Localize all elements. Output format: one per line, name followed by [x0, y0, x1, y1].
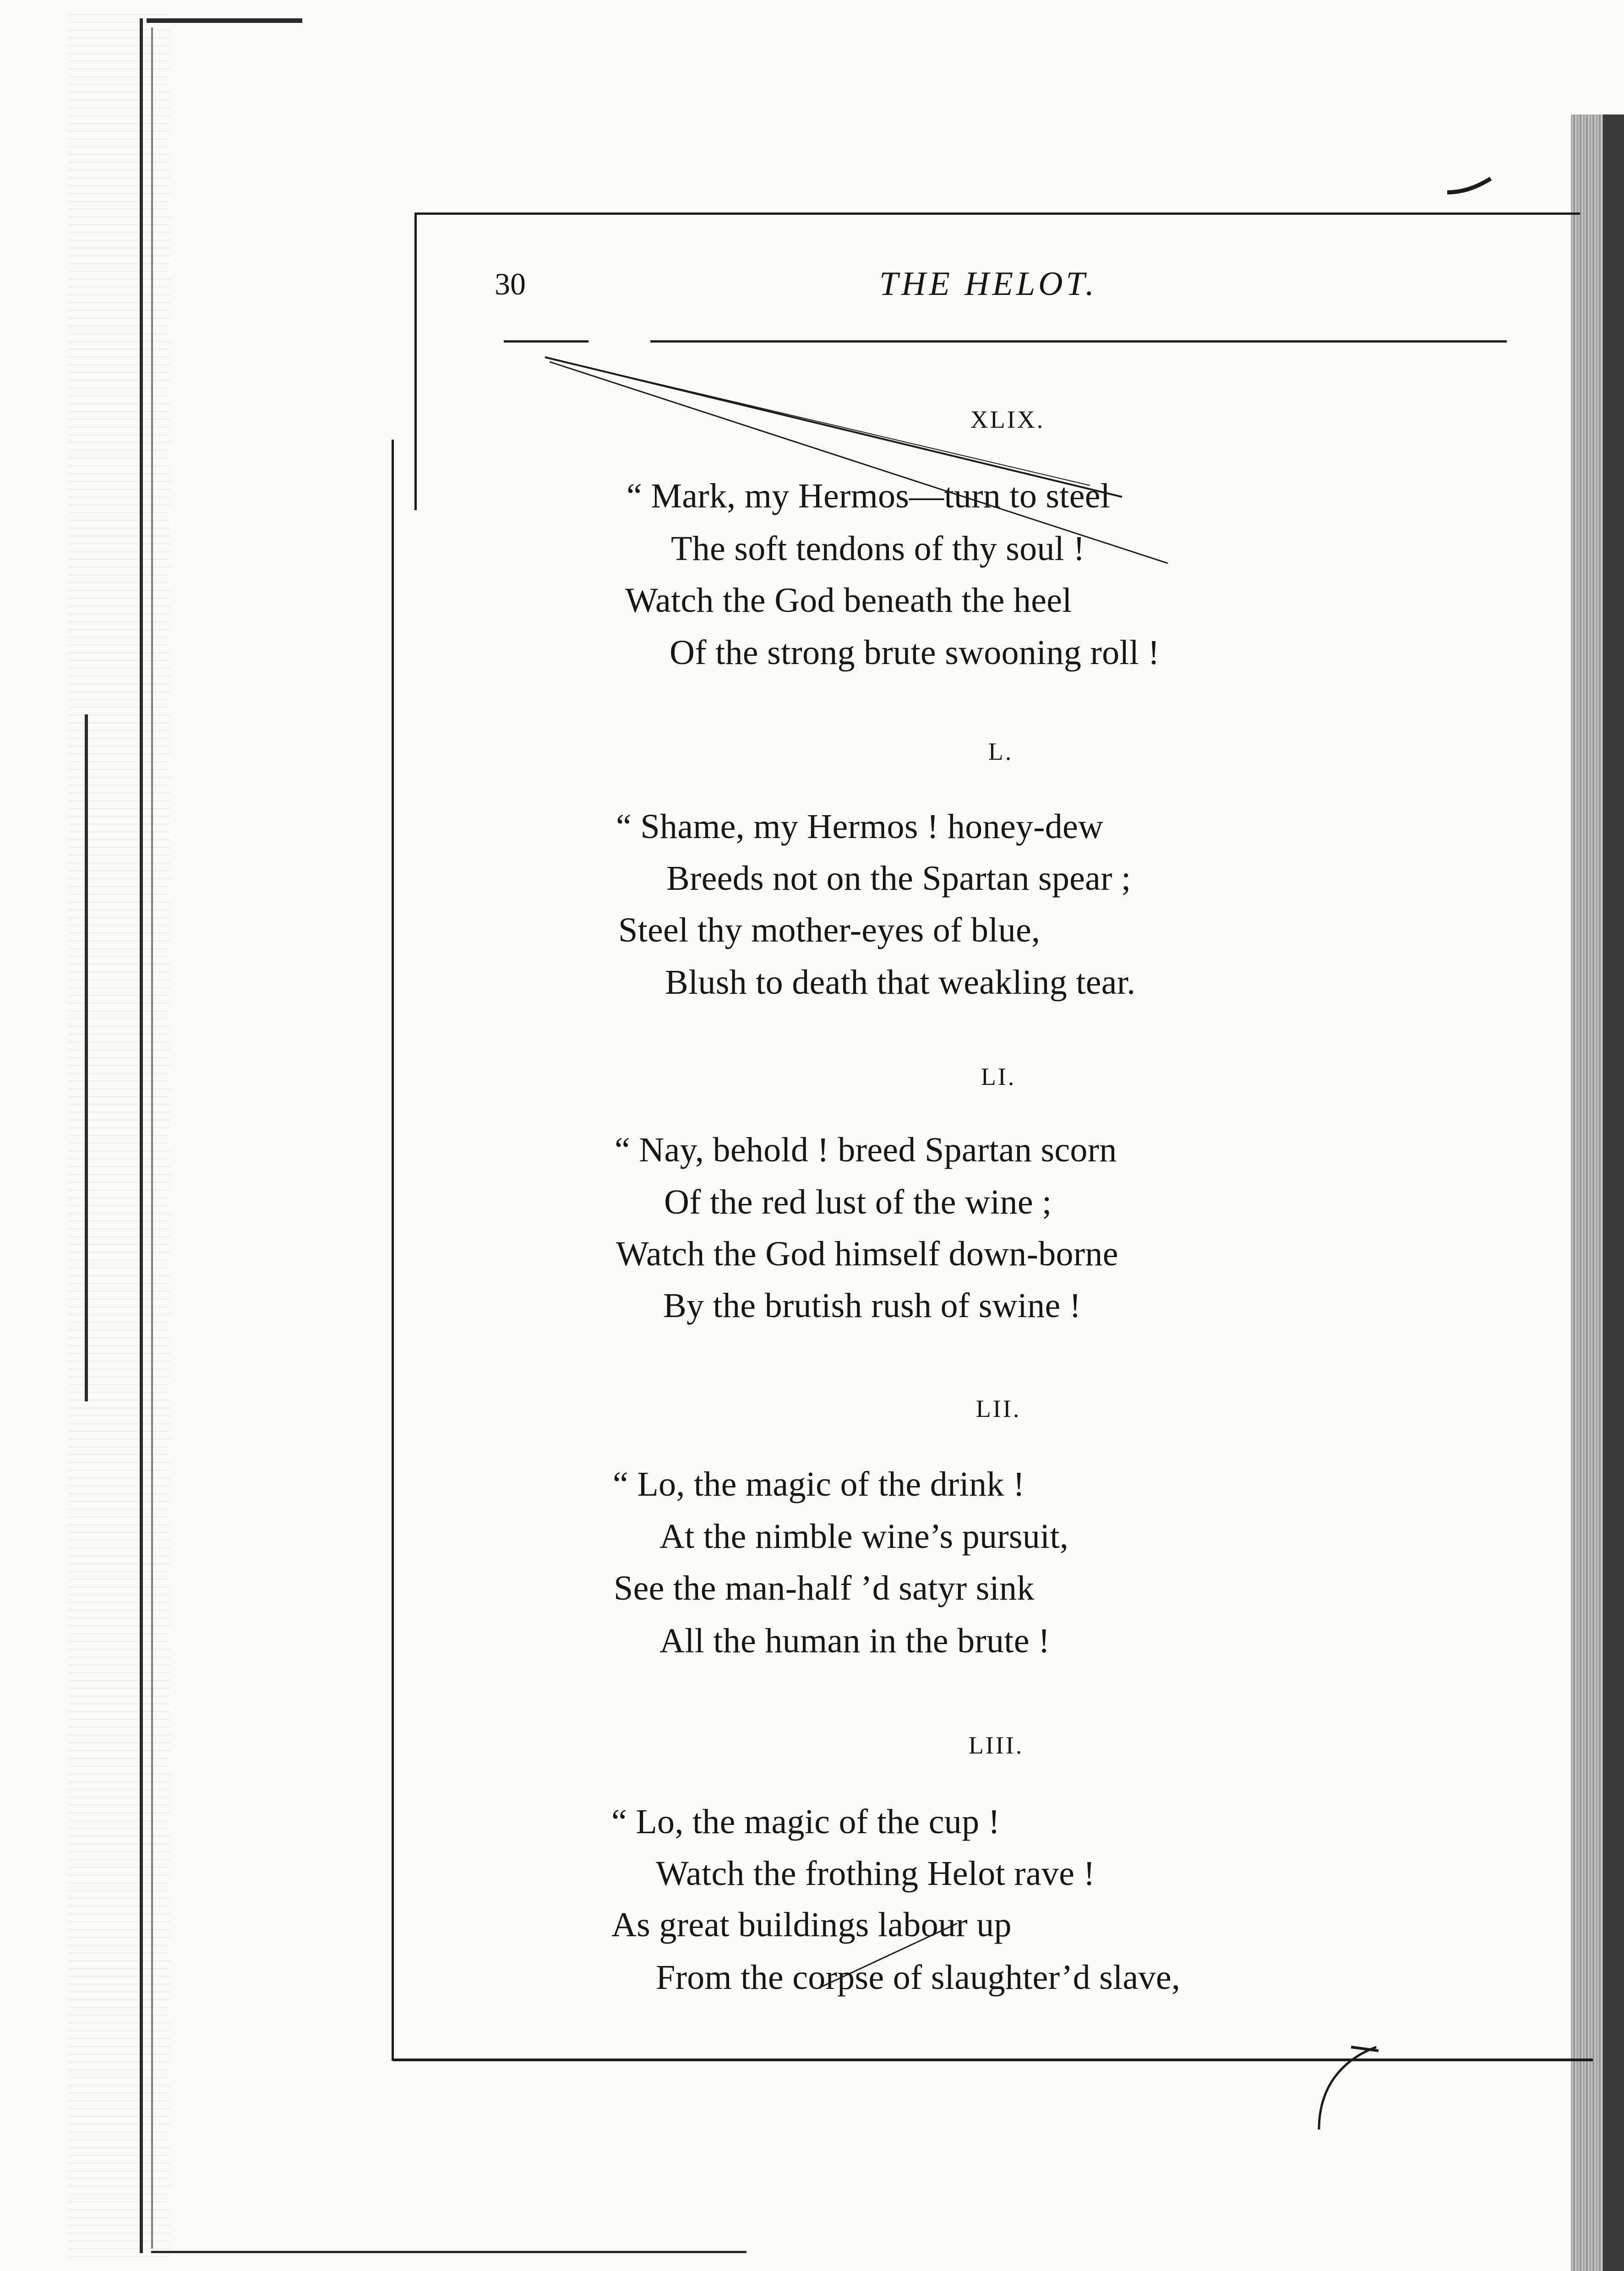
verse-line: “ Shame, my Hermos ! honey-dew [616, 807, 1104, 846]
verse-line: Watch the God beneath the heel [625, 581, 1072, 620]
verse-line: Of the red lust of the wine ; [664, 1183, 1052, 1221]
stanza-numeral: L. [988, 738, 1014, 765]
verse-line: The soft tendons of thy soul ! [671, 529, 1085, 568]
verse-line: Of the strong brute swooning roll ! [670, 633, 1160, 672]
verse-line: Watch the frothing Helot rave ! [656, 1854, 1095, 1893]
verse-line: “ Mark, my Hermos—turn to steel [627, 477, 1111, 515]
verse-line: Watch the God himself down-borne [616, 1235, 1118, 1273]
verse-line: From the corpse of slaughter’d slave, [656, 1958, 1181, 1997]
stanza-numeral: LIII. [968, 1732, 1024, 1759]
verse-line: Steel thy mother-eyes of blue, [618, 911, 1041, 949]
verse-line: Breeds not on the Spartan spear ; [666, 859, 1131, 898]
verse-line: As great buildings labour up [611, 1906, 1012, 1944]
stanza-numeral: XLIX. [970, 406, 1045, 433]
verse-line: At the nimble wine’s pursuit, [659, 1517, 1069, 1556]
pencil-line [550, 362, 1168, 563]
pencil-line [820, 1923, 957, 1988]
page-number: 30 [495, 267, 526, 301]
verse-line: By the brutish rush of swine ! [663, 1286, 1081, 1325]
pencil-line [545, 357, 1122, 497]
verse-line: Blush to death that weakling tear. [665, 963, 1136, 1002]
verse-line: “ Nay, behold ! breed Spartan scorn [615, 1131, 1117, 1169]
verse-line: “ Lo, the magic of the drink ! [613, 1465, 1025, 1503]
stanza-numeral: LII. [975, 1395, 1021, 1422]
pencil-mark [1447, 179, 1491, 192]
pencil-mark [1319, 2047, 1376, 2129]
verse-line: See the man-half ’d satyr sink [614, 1569, 1035, 1607]
verse-line: “ Lo, the magic of the cup ! [611, 1803, 1000, 1841]
running-title: THE HELOT. [879, 265, 1097, 303]
verse-line: All the human in the brute ! [659, 1622, 1050, 1660]
pencil-line [554, 359, 1090, 485]
stanza-numeral: LI. [981, 1063, 1016, 1090]
